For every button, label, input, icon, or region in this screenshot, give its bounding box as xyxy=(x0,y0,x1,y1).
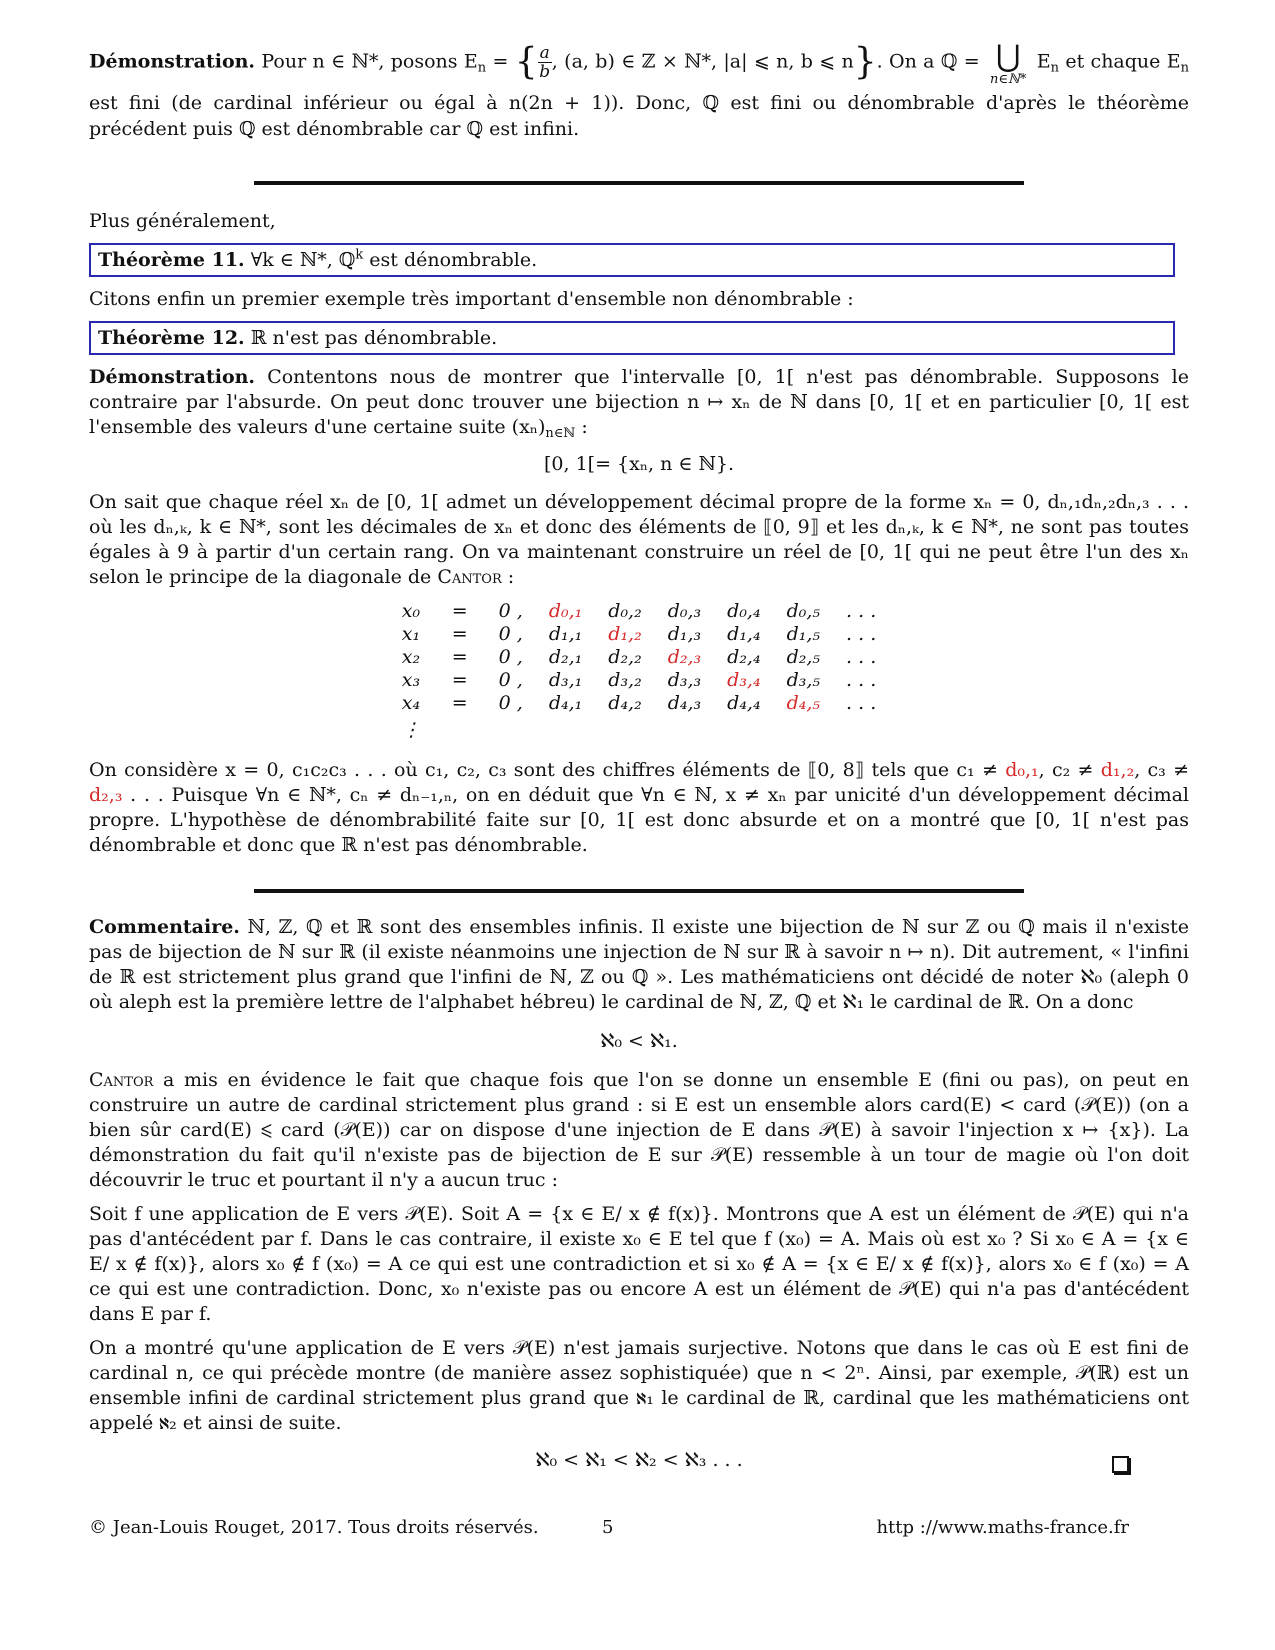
equals-sign: = xyxy=(451,600,468,622)
diagonal-decimal-digit: d₂,₃ xyxy=(667,646,702,668)
decimal-digit: d₀,₅ xyxy=(786,600,821,622)
diagonal-decimal-digit: d₃,₄ xyxy=(727,669,761,691)
page-content xyxy=(89,39,1190,1473)
theorem-label: Théorème 12. xyxy=(98,327,245,349)
ellipsis: . . . xyxy=(846,669,877,691)
commentaire-label: Commentaire. xyxy=(89,916,240,938)
decimal-digit: d₃,₅ xyxy=(786,669,821,691)
zero-integer-part: 0 , xyxy=(498,692,523,714)
qed-square-icon xyxy=(1112,1456,1129,1473)
decimal-digit: d₄,₃ xyxy=(667,692,702,714)
decimal-digit: d₁,₁ xyxy=(548,623,583,645)
demonstration-q-countable: Démonstration. Pour n ∈ ℕ*, posons $E_n$ = { $\frac{a}{b}$ , (a, b) ∈ ℤ × ℕ*, |a| ⩽ n, b ⩽ n}. On a ℚ = ⋃ n∈ℕ* $E_n$ et chaque $E_n$ est fini (de cardinal inférieur ou égal à n(2n + 1)). Donc, ℚ est fini ou dénombrable d'après le théorème précédent puis ℚ est dénombrable car ℚ est infini. xyxy=(89,39,1189,140)
cantor-row xyxy=(389,669,889,692)
zero-integer-part: 0 , xyxy=(498,623,523,645)
ellipsis: . . . xyxy=(846,600,877,622)
footer-copyright: © Jean-Louis Rouget, 2017. Tous droits réservés. xyxy=(89,1517,539,1538)
decimal-expansion-paragraph: On sait que chaque réel xₙ de [0, 1[ admet un développement décimal propre de la forme xₙ = 0, dₙ,₁dₙ,₂dₙ,₃ . . . où les dₙ,ₖ, k ∈ ℕ*, sont les décimales de xₙ et donc des éléments de ⟦0, 9⟧ et les dₙ,ₖ, k ∈ ℕ*, ne sont pas toutes égales à 9 à partir d'un certain rang. On va maintenant construire un réel de [0, 1[ qui ne peut être l'un des xₙ selon le principe de la diagonale de Cantor : xyxy=(89,491,1189,588)
cantor-power-set-paragraph: Cantor a mis en évidence le fait que chaque fois que l'on se donne un ensemble E (fini ou pas), on peut en construire un autre de cardinal strictement plus grand : si E est un ensemble alors card(E) < card (𝒫(E)) (on a bien sûr card(E) ⩽ card (𝒫(E)) car on dispose d'une injection de E dans 𝒫(E) à savoir l'injection x ↦ {x}). La démonstration du fait qu'il n'existe pas de bijection de E sur 𝒫(E) ressemble à un tour de magie où l'on doit découvrir le truc et pourtant il n'y a aucun truc : xyxy=(89,1069,1189,1191)
conclusion-paragraph: On a montré qu'une application de E vers 𝒫(E) n'est jamais surjective. Notons que dans le cas où E est fini de cardinal n, ce qui précède montre (de manière assez sophistiquée) que n < 2ⁿ. Ainsi, par exemple, 𝒫(ℝ) est un ensemble infini de cardinal strictement plus grand que ℵ₁ le cardinal de ℝ, cardinal que les mathématiciens ont appelé ℵ₂ et ainsi de suite. xyxy=(89,1337,1189,1434)
footer-url[interactable]: http ://www.maths-france.fr xyxy=(876,1517,1129,1538)
equation-aleph-chain: ℵ₀ < ℵ₁ < ℵ₂ < ℵ₃ . . . xyxy=(535,1449,743,1471)
decimal-digit: d₃,₂ xyxy=(608,669,642,691)
decimal-digit: d₁,₃ xyxy=(667,623,702,645)
equals-sign: = xyxy=(451,669,468,691)
decimal-digit: d₄,₄ xyxy=(727,692,761,714)
decimal-digit: d₀,₄ xyxy=(727,600,761,622)
cantor-diagonal-table xyxy=(389,600,889,742)
decimal-digit: d₄,₁ xyxy=(548,692,583,714)
diagonal-digit-d23: d₂,₃ xyxy=(89,784,123,806)
cantor-row xyxy=(389,646,889,669)
surjection-proof-paragraph: Soit f une application de E vers 𝒫(E). Soit A = {x ∈ E/ x ∉ f(x)}. Montrons que A est un élément de 𝒫(E) qui n'a pas d'antécédent par f. Dans le cas contraire, il existe x₀ ∈ E tel que f (x₀) = A. Mais où est x₀ ? Si x₀ ∈ A = {x ∈ E/ x ∉ f(x)}, alors x₀ ∉ f (x₀) = A ce qui est une contradiction et si x₀ ∉ A = {x ∈ E/ x ∉ f(x)}, alors x₀ ∈ f (x₀) = A ce qui est une contradiction. Donc, x₀ n'existe pas ou encore A est un élément de 𝒫(E) qui n'a pas d'antécédent dans E par f. xyxy=(89,1203,1189,1325)
intro-non-denombrable: Citons enfin un premier exemple très important d'ensemble non dénombrable : xyxy=(89,288,854,310)
decimal-digit: d₂,₂ xyxy=(608,646,642,668)
decimal-digit: d₃,₁ xyxy=(548,669,583,691)
row-variable: x₂ xyxy=(401,646,421,668)
name-cantor: Cantor xyxy=(89,1069,154,1091)
decimal-digit: d₂,₅ xyxy=(786,646,821,668)
equation-aleph0-lt-aleph1: ℵ₀ < ℵ₁. xyxy=(600,1030,678,1052)
row-variable: x₄ xyxy=(401,692,421,714)
decimal-digit: d₃,₃ xyxy=(667,669,702,691)
demonstration-r-uncountable: Démonstration. Contentons nous de montrer que l'intervalle [0, 1[ n'est pas dénombrable. Supposons le contraire par l'absurde. On peut donc trouver une bijection n ↦ xₙ de ℕ dans [0, 1[ et en particulier [0, 1[ est l'ensemble des valeurs d'une certaine suite $(x_n)_{n\in ℕ}$ : xyxy=(89,366,1189,441)
demonstration-label: Démonstration. xyxy=(89,366,256,388)
ellipsis: . . . xyxy=(846,692,877,714)
ellipsis: . . . xyxy=(846,646,877,668)
theorem-label: Théorème 11. xyxy=(98,249,245,271)
decimal-digit: d₀,₃ xyxy=(667,600,702,622)
cantor-vdots-row xyxy=(389,715,889,742)
page-number: 5 xyxy=(602,1517,614,1538)
cantor-row xyxy=(389,692,889,715)
zero-integer-part: 0 , xyxy=(498,669,523,691)
zero-integer-part: 0 , xyxy=(498,600,523,622)
decimal-digit: d₁,₅ xyxy=(786,623,821,645)
diagonal-digit-d01: d₀,₁ xyxy=(1005,759,1039,781)
row-variable: x₀ xyxy=(401,600,421,622)
diagonal-decimal-digit: d₄,₅ xyxy=(786,692,821,714)
row-variable: x₃ xyxy=(401,669,421,691)
cantor-row xyxy=(389,623,889,646)
decimal-digit: d₂,₄ xyxy=(727,646,761,668)
diagonal-decimal-digit: d₀,₁ xyxy=(548,600,583,622)
decimal-digit: d₂,₁ xyxy=(548,646,583,668)
big-union-symbol: ⋃ n∈ℕ* xyxy=(990,39,1027,87)
cantor-row xyxy=(389,600,889,623)
decimal-digit: d₀,₂ xyxy=(608,600,642,622)
name-cantor: Cantor xyxy=(437,566,502,588)
vertical-ellipsis: ⋮ xyxy=(401,719,421,741)
row-variable: x₁ xyxy=(401,623,421,645)
zero-integer-part: 0 , xyxy=(498,646,523,668)
theorem-11-box: Théorème 11. ∀k ∈ ℕ*, ℚ$^k$ est dénombrable. xyxy=(89,243,1175,277)
diagonal-decimal-digit: d₁,₂ xyxy=(608,623,642,645)
diagonal-digit-d12: d₁,₂ xyxy=(1100,759,1135,781)
commentaire-paragraph: Commentaire. ℕ, ℤ, ℚ et ℝ sont des ensembles infinis. Il existe une bijection de ℕ sur ℤ ou ℚ mais il n'existe pas de bijection de ℕ sur ℝ (il existe néanmoins une injection de ℕ sur ℝ à savoir n ↦ n). Dit autrement, « l'infini de ℝ est strictement plus grand que l'infini de ℕ, ℤ ou ℚ ». Les mathématiciens ont décidé de noter ℵ₀ (aleph 0 où aleph est la première lettre de l'alphabet hébreu) le cardinal de ℕ, ℤ, ℚ et ℵ₁ le cardinal de ℝ. On a donc xyxy=(89,916,1189,1013)
diagonal-conclusion: On considère x = 0, c₁c₂c₃ . . . où c₁, c₂, c₃ sont des chiffres éléments de ⟦0, 8⟧ tels que c₁ ≠ d₀,₁, c₂ ≠ d₁,₂, c₃ ≠ d₂,₃ . . . Puisque ∀n ∈ ℕ*, cₙ ≠ dₙ₋₁,ₙ, on en déduit que ∀n ∈ ℕ, x ≠ xₙ par unicité d'un développement décimal propre. L'hypothèse de dénombrabilité faite sur [0, 1[ est donc absurde et on a montré que [0, 1[ n'est pas dénombrable et donc que ℝ n'est pas dénombrable. xyxy=(89,759,1190,856)
intro-general: Plus généralement, xyxy=(89,210,276,232)
decimal-digit: d₁,₄ xyxy=(727,623,761,645)
demonstration-label: Démonstration. xyxy=(89,50,256,73)
fraction-a-over-b: $\frac{a}{b}$ xyxy=(539,43,551,82)
decimal-digit: d₄,₂ xyxy=(608,692,642,714)
ellipsis: . . . xyxy=(846,623,877,645)
equation-interval: [0, 1[= {xₙ, n ∈ ℕ}. xyxy=(543,453,735,475)
theorem-12-box: Théorème 12. ℝ n'est pas dénombrable. xyxy=(89,321,1175,355)
equals-sign: = xyxy=(451,646,468,668)
equals-sign: = xyxy=(451,623,468,645)
equals-sign: = xyxy=(451,692,468,714)
